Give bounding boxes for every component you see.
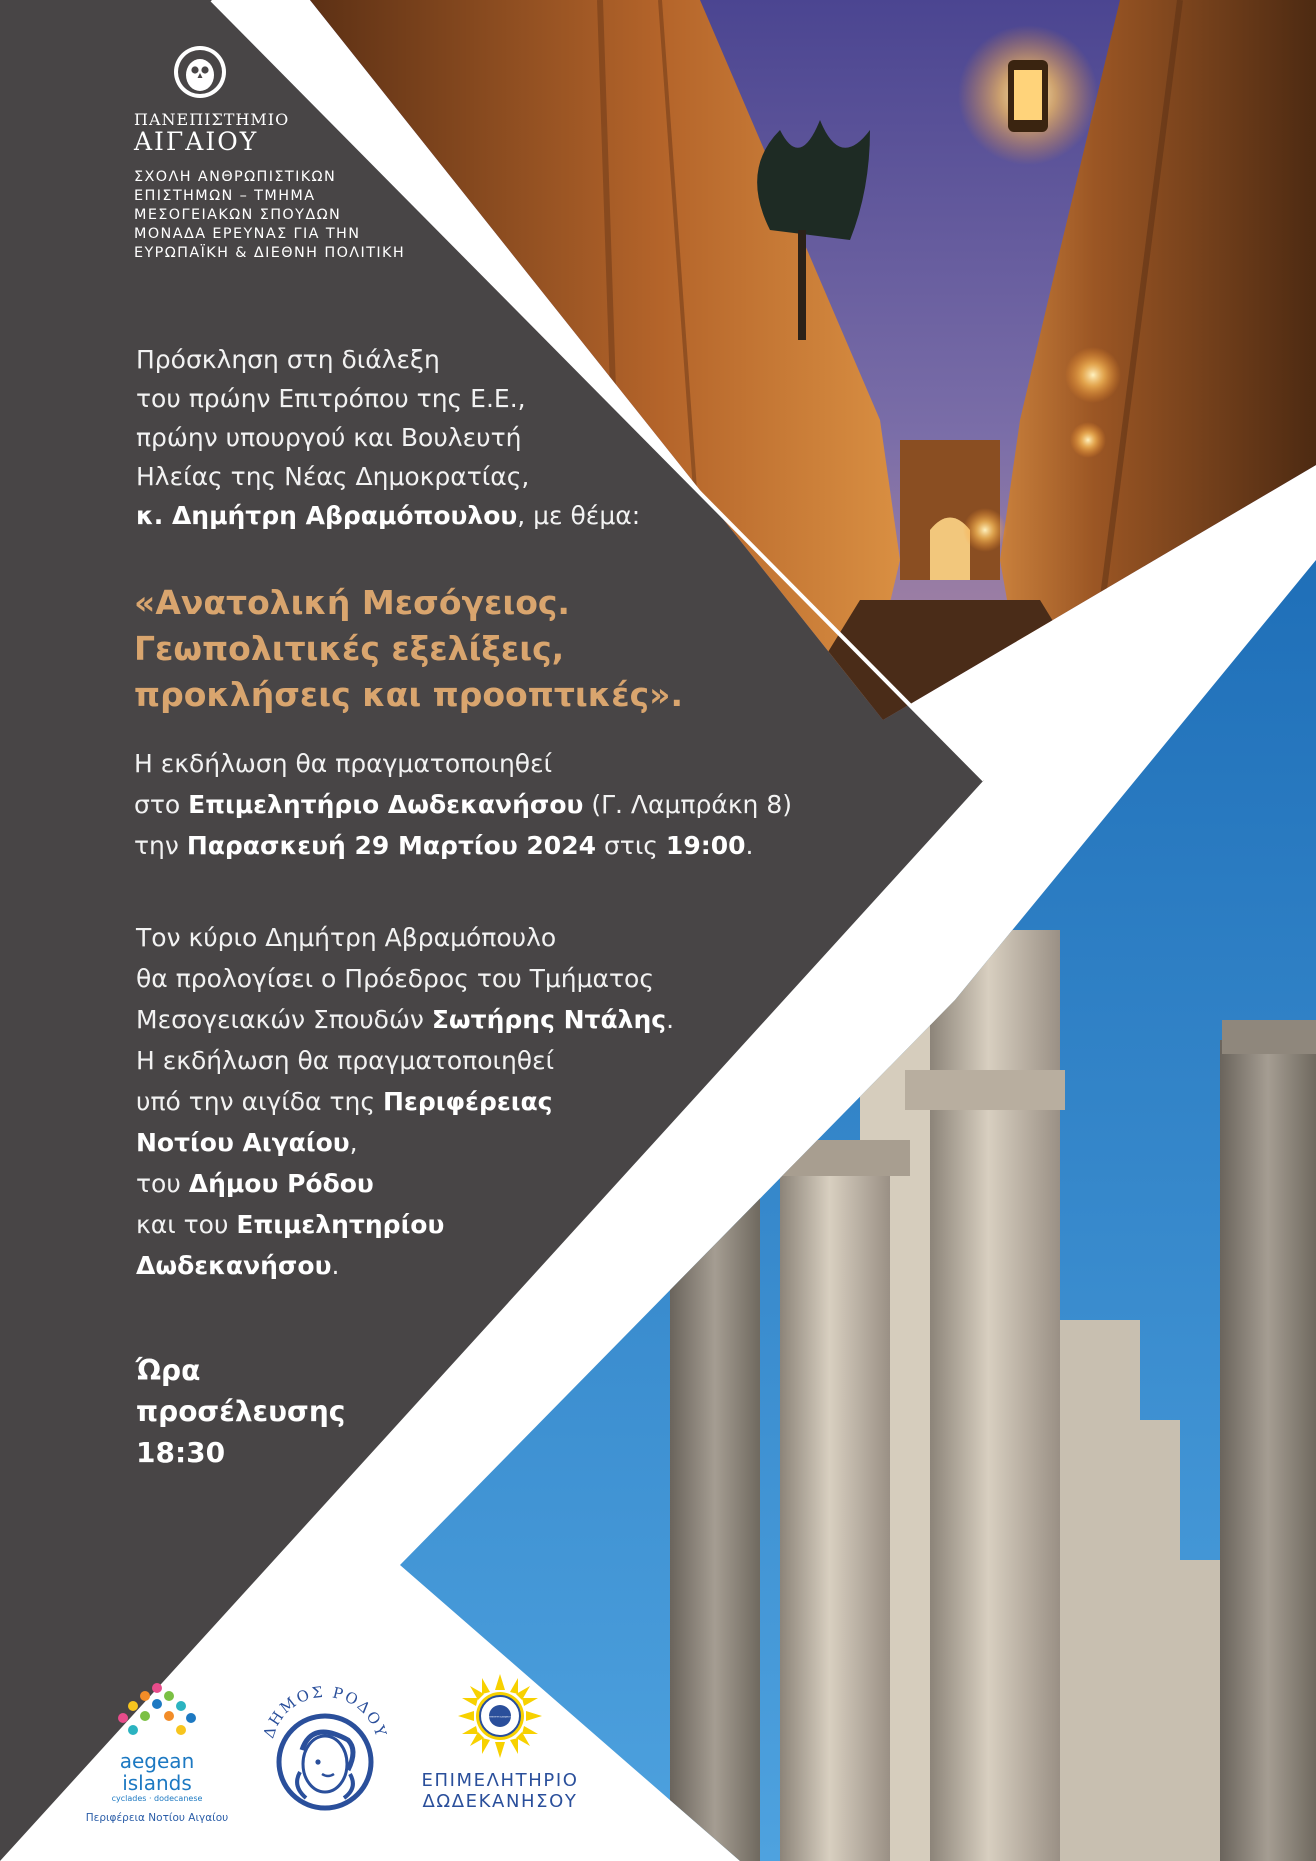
title-line-3: προκλήσεις και προοπτικές». <box>134 675 683 714</box>
program-details <box>136 917 674 1286</box>
university-name-line1: ΠΑΝΕΠΙΣΤΗΜΙΟ <box>134 110 290 129</box>
program-line-3-end: . <box>666 1005 675 1034</box>
chamber-seal-text: ΕΠΙΜΕΛΗΤΗΡΙΟ ΔΩΔΕΚΑΝΗΣΟΥ <box>489 1717 511 1719</box>
program-line-7 <box>136 1163 674 1204</box>
arrival-line-1: Ώρα <box>136 1354 201 1387</box>
event-line-3-mid: στις <box>596 831 666 860</box>
event-line-1: Η εκδήλωση θα πραγματοποιηθεί <box>134 749 553 778</box>
program-line-7-pre: του <box>136 1169 189 1198</box>
chamber-dodecanese-logo <box>405 1674 595 1812</box>
intro-line-2: του πρώην Επιτρόπου της Ε.Ε., <box>136 384 526 413</box>
program-line-8-pre: και του <box>136 1210 237 1239</box>
event-line-3 <box>134 825 792 866</box>
program-line-2: θα προλογίσει ο Πρόεδρος του Τμήματος <box>136 964 655 993</box>
venue-address: (Γ. Λαμπράκη 8) <box>583 790 792 819</box>
university-name-line2: ΑΙΓΑΙΟΥ <box>134 127 259 156</box>
program-line-8 <box>136 1204 674 1245</box>
region-name-1: Περιφέρειας <box>383 1087 553 1116</box>
university-department: ΣΧΟΛΗ ΑΝΘΡΩΠΙΣΤΙΚΩΝ ΕΠΙΣΤΗΜΩΝ – ΤΜΗΜΑ ΜΕΣΟΓΕΙΑΚΩΝ ΣΠΟΥΔΩΝ ΜΟΝΑΔΑ ΕΡΕΥΝΑΣ ΓΙΑ ΤΗΝ ΕΥΡΩΠΑΪΚΗ & ΔΙΕΘΝΗ ΠΟΛΙΤΙΚΗ <box>134 169 406 261</box>
program-line-3-pre: Μεσογειακών Σπουδών <box>136 1005 432 1034</box>
intro-line-4: Ηλείας της Νέας Δημοκρατίας, <box>136 462 530 491</box>
dimos-logo-text: ΔΗΜΟΣ ΡΟΔΟΥ <box>259 1682 391 1741</box>
university-logo <box>134 44 434 263</box>
event-time: 19:00 <box>665 831 746 860</box>
program-line-1: Τον κύριο Δημήτρη Αβραμόπουλο <box>136 923 557 952</box>
chamber-name-label-2: ΔΩΔΕΚΑΝΗΣΟΥ <box>422 1791 578 1812</box>
intro-line-1: Πρόσκληση στη διάλεξη <box>136 345 440 374</box>
chamber-name-1: Επιμελητηρίου <box>236 1210 445 1239</box>
program-line-5 <box>136 1081 674 1122</box>
intro-line-5-tail: , με θέμα: <box>517 501 641 530</box>
event-line-3-pre: την <box>134 831 187 860</box>
program-line-6-end: , <box>349 1128 358 1157</box>
aegean-islands-logo <box>82 1680 232 1826</box>
owl-emblem-icon <box>172 44 228 100</box>
intro-line-3: πρώην υπουργού και Βουλευτή <box>136 423 522 452</box>
title-line-2: Γεωπολιτικές εξελίξεις, <box>134 629 565 668</box>
arrival-time <box>136 1350 345 1473</box>
partner-logos <box>70 1670 630 1850</box>
event-line-2 <box>134 784 792 825</box>
lecture-title <box>134 580 683 718</box>
aegean-dots-icon <box>109 1680 205 1742</box>
invitation-intro <box>136 340 640 535</box>
region-name-2: Νοτίου Αιγαίου <box>136 1128 350 1157</box>
municipality-name: Δήμου Ρόδου <box>188 1169 374 1198</box>
venue: Επιμελητήριο Δωδεκανήσου <box>188 790 584 819</box>
event-date: Παρασκευή 29 Μαρτίου 2024 <box>186 831 596 860</box>
chamber-name-2: Δωδεκανήσου <box>136 1251 332 1280</box>
intro-line-5 <box>136 496 640 535</box>
title-line-1: «Ανατολική Μεσόγειος. <box>134 583 570 622</box>
event-line-3-end: . <box>745 831 754 860</box>
program-line-9 <box>136 1245 674 1286</box>
event-line-2-pre: στο <box>134 790 189 819</box>
program-line-9-end: . <box>331 1251 340 1280</box>
aegean-region-label: Περιφέρεια Νοτίου Αιγαίου <box>85 1812 229 1824</box>
aegean-logo-sub: cyclades · dodecanese <box>111 1794 203 1803</box>
chamber-sun-seal-icon <box>458 1674 542 1758</box>
chamber-name-label-1: ΕΠΙΜΕΛΗΤΗΡΙΟ <box>421 1770 579 1791</box>
arrival-line-2: προσέλευσης <box>136 1395 346 1428</box>
president-name: Σωτήρης Ντάλης <box>431 1005 667 1034</box>
event-details <box>134 743 792 866</box>
program-line-4: Η εκδήλωση θα πραγματοποιηθεί <box>136 1046 555 1075</box>
dimos-rodou-logo <box>250 1670 400 1820</box>
program-line-6 <box>136 1122 674 1163</box>
arrival-line-3: 18:30 <box>136 1436 226 1469</box>
aegean-logo-word: aegean islands <box>119 1749 195 1795</box>
program-line-5-pre: υπό την αιγίδα της <box>136 1087 383 1116</box>
speaker-name: κ. Δημήτρη Αβραμόπουλου <box>136 501 518 530</box>
program-line-3 <box>136 999 674 1040</box>
